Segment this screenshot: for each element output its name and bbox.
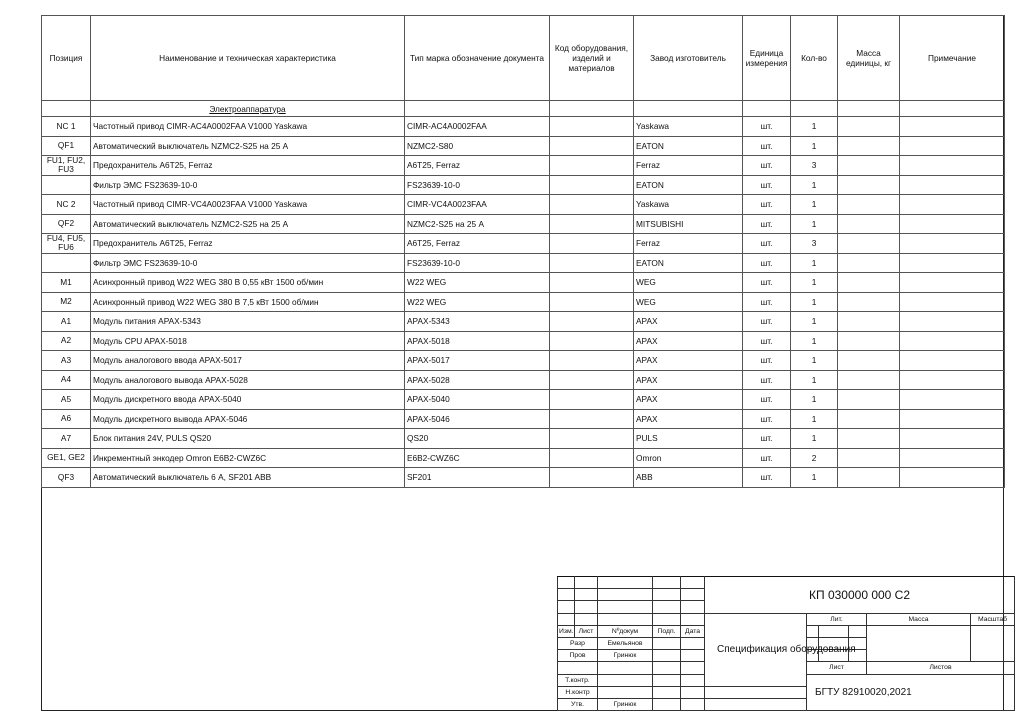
cell-name: Блок питания 24V, PULS QS20	[91, 429, 405, 449]
cell-type: FS23639-10-0	[405, 175, 550, 195]
cell-maker: EATON	[634, 253, 743, 273]
cell-unit: шт.	[743, 214, 791, 234]
table-row	[42, 331, 1005, 351]
cell-pos: A2	[42, 331, 91, 351]
cell-mass	[838, 331, 900, 351]
cell-name: Предохранитель A6T25, Ferraz	[91, 234, 405, 254]
title-block	[557, 576, 1015, 711]
cell-unit: шт.	[743, 312, 791, 332]
cell-pos: A6	[42, 409, 91, 429]
cell-type: APAX-5017	[405, 351, 550, 371]
cell-type: W22 WEG	[405, 273, 550, 293]
cell-maker: EATON	[634, 175, 743, 195]
cell-pos: A4	[42, 370, 91, 390]
cell-unit: шт.	[743, 390, 791, 410]
header-type: Тип марка обозначение документа	[405, 16, 550, 101]
cell-pos: QF3	[42, 468, 91, 488]
cell-maker: APAX	[634, 370, 743, 390]
cell-qty: 1	[791, 117, 838, 137]
table-row	[42, 409, 1005, 429]
table-row	[42, 136, 1005, 156]
cell-code	[550, 214, 634, 234]
cell-name: Асинхронный привод W22 WEG 380 В 0,55 кВт 1500 об/мин	[91, 273, 405, 293]
cell-qty: 1	[791, 390, 838, 410]
cell-note	[900, 429, 1005, 449]
cell-qty: 1	[791, 136, 838, 156]
cell-note	[900, 448, 1005, 468]
cell-mass	[838, 234, 900, 254]
cell-maker: APAX	[634, 331, 743, 351]
cell-qty: 1	[791, 468, 838, 488]
cell-qty: 1	[791, 273, 838, 293]
cell-pos: A1	[42, 312, 91, 332]
cell-qty: 1	[791, 214, 838, 234]
cell-pos: M2	[42, 292, 91, 312]
date-label: Дата	[681, 625, 705, 637]
table-row	[42, 156, 1005, 176]
cell-note	[900, 136, 1005, 156]
cell-name: Модуль дискретного ввода APAX-5040	[91, 390, 405, 410]
cell-code	[550, 175, 634, 195]
doc-title: Спецификация оборудования	[705, 613, 807, 686]
cell-code	[550, 331, 634, 351]
section-title: Электроаппаратура	[91, 101, 405, 117]
utv-name: Гринюк	[598, 698, 653, 710]
cell-maker: Ferraz	[634, 156, 743, 176]
header-maker: Завод изготовитель	[634, 16, 743, 101]
cell-code	[550, 292, 634, 312]
cell-maker: APAX	[634, 409, 743, 429]
cell-maker: WEG	[634, 273, 743, 293]
cell-mass	[838, 273, 900, 293]
cell-mass	[838, 429, 900, 449]
cell-code	[550, 370, 634, 390]
cell-name: Частотный привод CIMR-VC4A0023FAA V1000 Yaskawa	[91, 195, 405, 215]
cell-qty: 1	[791, 253, 838, 273]
cell-code	[550, 156, 634, 176]
mass-label: Масса	[867, 613, 971, 625]
table-row	[42, 429, 1005, 449]
cell-pos: A3	[42, 351, 91, 371]
cell-name: Фильтр ЭМС FS23639-10-0	[91, 175, 405, 195]
list-label: Лист	[575, 625, 598, 637]
cell-type: A6T25, Ferraz	[405, 234, 550, 254]
cell-code	[550, 390, 634, 410]
cell-type: APAX-5018	[405, 331, 550, 351]
cell-code	[550, 409, 634, 429]
table-row	[42, 312, 1005, 332]
cell-note	[900, 273, 1005, 293]
table-row	[42, 273, 1005, 293]
prov-name: Гринюк	[598, 650, 653, 662]
cell-maker: ABB	[634, 468, 743, 488]
cell-unit: шт.	[743, 156, 791, 176]
cell-qty: 1	[791, 331, 838, 351]
table-row	[42, 468, 1005, 488]
table-row	[42, 253, 1005, 273]
table-header-row	[42, 16, 1005, 101]
cell-mass	[838, 448, 900, 468]
cell-code	[550, 468, 634, 488]
cell-unit: шт.	[743, 351, 791, 371]
organization: БГТУ 82910020,2021	[807, 674, 1015, 711]
cell-note	[900, 292, 1005, 312]
cell-type: W22 WEG	[405, 292, 550, 312]
cell-mass	[838, 468, 900, 488]
sheets-label: Листов	[867, 662, 1015, 674]
cell-qty: 1	[791, 312, 838, 332]
cell-code	[550, 117, 634, 137]
cell-qty: 1	[791, 292, 838, 312]
cell-code	[550, 234, 634, 254]
cell-note	[900, 175, 1005, 195]
table-row	[42, 292, 1005, 312]
cell-pos: A5	[42, 390, 91, 410]
cell-name: Предохранитель A6T25, Ferraz	[91, 156, 405, 176]
cell-maker: Yaskawa	[634, 195, 743, 215]
cell-maker: Omron	[634, 448, 743, 468]
cell-type: SF201	[405, 468, 550, 488]
cell-unit: шт.	[743, 370, 791, 390]
cell-unit: шт.	[743, 195, 791, 215]
cell-unit: шт.	[743, 234, 791, 254]
razr-name: Емельянов	[598, 637, 653, 649]
table-row	[42, 234, 1005, 254]
cell-qty: 3	[791, 234, 838, 254]
cell-name: Асинхронный привод W22 WEG 380 В 7,5 кВт 1500 об/мин	[91, 292, 405, 312]
cell-type: APAX-5046	[405, 409, 550, 429]
prov-label: Пров	[558, 650, 598, 662]
cell-maker: APAX	[634, 312, 743, 332]
header-position: Позиция	[42, 16, 91, 101]
cell-note	[900, 351, 1005, 371]
specification-table	[41, 15, 1005, 488]
cell-code	[550, 351, 634, 371]
sheet-label: Лист	[807, 662, 867, 674]
cell-maker: Ferraz	[634, 234, 743, 254]
cell-mass	[838, 312, 900, 332]
izm-label: Изм.	[558, 625, 575, 637]
cell-mass	[838, 370, 900, 390]
cell-name: Автоматический выключатель 6 А, SF201 ABB	[91, 468, 405, 488]
cell-pos: QF1	[42, 136, 91, 156]
cell-unit: шт.	[743, 409, 791, 429]
cell-qty: 1	[791, 409, 838, 429]
cell-maker: APAX	[634, 390, 743, 410]
cell-code	[550, 312, 634, 332]
table-row	[42, 214, 1005, 234]
cell-mass	[838, 117, 900, 137]
cell-pos	[42, 175, 91, 195]
lit-label: Лит.	[807, 613, 867, 625]
cell-type: NZMC2-S80	[405, 136, 550, 156]
cell-pos: QF2	[42, 214, 91, 234]
cell-type: APAX-5028	[405, 370, 550, 390]
cell-pos: A7	[42, 429, 91, 449]
section-row	[42, 101, 1005, 117]
cell-code	[550, 136, 634, 156]
cell-note	[900, 214, 1005, 234]
cell-name: Частотный привод CIMR-AC4A0002FAA V1000 Yaskawa	[91, 117, 405, 137]
cell-unit: шт.	[743, 117, 791, 137]
table-row	[42, 351, 1005, 371]
cell-mass	[838, 156, 900, 176]
cell-note	[900, 370, 1005, 390]
cell-type: A6T25, Ferraz	[405, 156, 550, 176]
cell-mass	[838, 136, 900, 156]
cell-type: E6B2-CWZ6C	[405, 448, 550, 468]
cell-pos: FU4, FU5, FU6	[42, 234, 91, 254]
cell-note	[900, 195, 1005, 215]
cell-qty: 1	[791, 351, 838, 371]
cell-name: Автоматический выключатель NZMC2-S25 на 25 А	[91, 136, 405, 156]
table-row	[42, 390, 1005, 410]
cell-maker: WEG	[634, 292, 743, 312]
cell-qty: 3	[791, 156, 838, 176]
table-row	[42, 195, 1005, 215]
cell-maker: MITSUBISHI	[634, 214, 743, 234]
cell-unit: шт.	[743, 253, 791, 273]
cell-unit: шт.	[743, 175, 791, 195]
cell-maker: Yaskawa	[634, 117, 743, 137]
cell-note	[900, 253, 1005, 273]
cell-name: Автоматический выключатель NZMC2-S25 на 25 А	[91, 214, 405, 234]
ndokum-label: Nºдокум	[598, 625, 653, 637]
cell-mass	[838, 351, 900, 371]
cell-name: Инкрементный энкодер Omron E6B2-CWZ6C	[91, 448, 405, 468]
cell-qty: 1	[791, 429, 838, 449]
cell-type: APAX-5343	[405, 312, 550, 332]
cell-pos: NC 2	[42, 195, 91, 215]
scale-label: Масштаб	[971, 613, 1015, 625]
header-unit: Единица измерения	[743, 16, 791, 101]
cell-type: FS23639-10-0	[405, 253, 550, 273]
cell-note	[900, 312, 1005, 332]
cell-type: CIMR-AC4A0002FAA	[405, 117, 550, 137]
header-name: Наименование и техническая характеристика	[91, 16, 405, 101]
cell-pos: FU1, FU2, FU3	[42, 156, 91, 176]
cell-unit: шт.	[743, 331, 791, 351]
cell-note	[900, 117, 1005, 137]
cell-mass	[838, 175, 900, 195]
tkontr-label: Т.контр.	[558, 674, 598, 686]
cell-name: Модуль аналогового вывода APAX-5028	[91, 370, 405, 390]
cell-note	[900, 156, 1005, 176]
nkontr-label: Н.контр	[558, 686, 598, 698]
cell-note	[900, 390, 1005, 410]
cell-note	[900, 409, 1005, 429]
cell-type: NZMC2-S25 на 25 А	[405, 214, 550, 234]
cell-code	[550, 429, 634, 449]
cell-mass	[838, 409, 900, 429]
cell-code	[550, 253, 634, 273]
cell-note	[900, 468, 1005, 488]
cell-pos: M1	[42, 273, 91, 293]
cell-unit: шт.	[743, 292, 791, 312]
cell-mass	[838, 214, 900, 234]
table-row	[42, 175, 1005, 195]
table-row	[42, 370, 1005, 390]
cell-name: Модуль аналогового ввода APAX-5017	[91, 351, 405, 371]
cell-qty: 1	[791, 370, 838, 390]
table-row	[42, 117, 1005, 137]
cell-maker: EATON	[634, 136, 743, 156]
cell-pos: GE1, GE2	[42, 448, 91, 468]
cell-unit: шт.	[743, 429, 791, 449]
cell-qty: 2	[791, 448, 838, 468]
table-row	[42, 448, 1005, 468]
cell-name: Модуль питания APAX-5343	[91, 312, 405, 332]
cell-code	[550, 448, 634, 468]
cell-qty: 1	[791, 175, 838, 195]
cell-note	[900, 331, 1005, 351]
cell-unit: шт.	[743, 273, 791, 293]
cell-maker: PULS	[634, 429, 743, 449]
cell-name: Модуль CPU APAX-5018	[91, 331, 405, 351]
razr-label: Разр	[558, 637, 598, 649]
cell-unit: шт.	[743, 448, 791, 468]
cell-note	[900, 234, 1005, 254]
cell-type: QS20	[405, 429, 550, 449]
cell-code	[550, 195, 634, 215]
cell-name: Фильтр ЭМС FS23639-10-0	[91, 253, 405, 273]
cell-code	[550, 273, 634, 293]
podp-label: Подп.	[653, 625, 681, 637]
cell-mass	[838, 292, 900, 312]
cell-unit: шт.	[743, 136, 791, 156]
cell-maker: APAX	[634, 351, 743, 371]
header-code: Код оборудования, изделий и материалов	[550, 16, 634, 101]
cell-mass	[838, 253, 900, 273]
cell-type: APAX-5040	[405, 390, 550, 410]
cell-name: Модуль дискретного вывода APAX-5046	[91, 409, 405, 429]
cell-type: CIMR-VC4A0023FAA	[405, 195, 550, 215]
cell-unit: шт.	[743, 468, 791, 488]
cell-mass	[838, 390, 900, 410]
cell-qty: 1	[791, 195, 838, 215]
doc-code: КП 030000 000 С2	[705, 577, 1015, 614]
utv-label: Утв.	[558, 698, 598, 710]
cell-mass	[838, 195, 900, 215]
header-mass: Масса единицы, кг	[838, 16, 900, 101]
cell-pos	[42, 253, 91, 273]
header-note: Примечание	[900, 16, 1005, 101]
cell-pos: NC 1	[42, 117, 91, 137]
header-qty: Кол-во	[791, 16, 838, 101]
